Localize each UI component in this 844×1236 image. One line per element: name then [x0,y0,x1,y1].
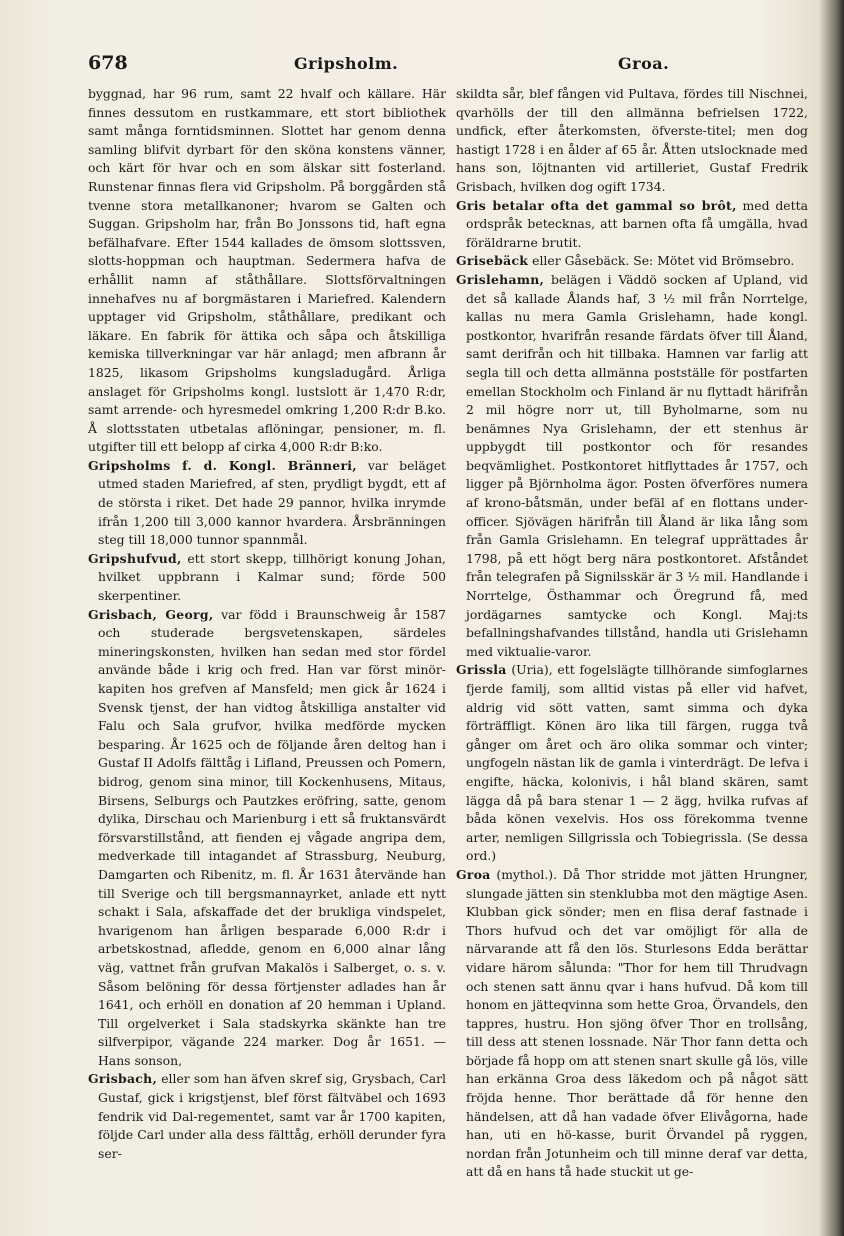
entry-headword: Gripsholms f. d. Kongl. Bränneri, [88,457,357,473]
left-column [88,85,446,1205]
entry [456,271,808,661]
entry-text: var född i Braunschweig år 1587 och studerade bergsvetenskapen, särdeles mineringskonsten, hvilken han sedan med stor fördel använde både i krig och fred. Han var först minör-kapiten hos grefven af Mansfeld; men gick år 1624 i Svensk tjenst, der han vidtog åtskilliga anstalter vid Falu och Sala grufvor, hvilka medförde mycken besparing. År 1625 och de följande åren deltog han i Gustaf II Adolfs fälttåg i Lifland, Preussen och Pomern, bidrog, genom sina minor, till Kockenhusens, Mitaus, Birsens, Selburgs och Pautzkes eröfring, satte, genom dylika, Dirschau och Marienburg i ett så fruktansvärdt försvarstillstånd, att fienden ej vågade angripa dem, medverkade till intagandet af Strassburg, Neuburg, Damgarten och Ribenitz, m. fl. År 1631 återvände han till Sverige och till bergsmannayrket, anlade ett nytt schakt i Sala, afskaffade det der brukliga vindspelet, hvarigenom han årligen besparade 6,000 R:dr i arbetskostnad, afledde, genom en 6,000 alnar lång väg, vattnet från grufvan Makalös i Salberget, o. s. v. Såsom belöning för dessa förtjenster adlades han år 1641, och erhöll en donation af 20 hemman i Upland. Till orgelverket i Sala stadskyrka skänkte han tre silfverpipor, vägande 224 marker. Dog år 1651. — Hans sonson, [98,606,446,1068]
entry-headword: Groa [456,866,491,882]
entry [456,661,808,866]
entry-text: (Uria), ett fogelslägte tillhörande simfoglarnes fjerde familj, som alltid vistas på eller vid hafvet, aldrig vid sött vatten, samt simma och dyka förträffligt. Könen äro lika till färgen, rugga två gånger om året och äro olika sommar och vinter; ungfogeln nästan lik de gamla i vinterdrägt. De lefva i engifte, häcka, kolonivis, i hål bland skären, samt lägga då på bara stenar 1 — 2 ägg, hvilka rufvas af båda könen vexelvis. Hos oss förekomma tvenne arter, nemligen Sillgrissla och Tobiegrissla. (Se dessa ord.) [466,662,808,864]
entry-headword: Grissla [456,662,507,678]
entry-headword: Grisebäck [456,253,529,269]
entry-headword: Gripshufvud, [88,550,182,566]
entry [88,606,446,1071]
entry: byggnad, har 96 rum, samt 22 hvalf och källare. Här finnes dessutom en rustkammare, ett stort bibliothek samt många forntidsminnen. Slottet har genom denna samling blifvit dyrbart för den sköna konstens vänner, och kärt för hvar och en som älskar sitt fosterland. Runstenar finnas flera vid Gripsholm. På borggården stå tvenne stora metallkanoner; hvarom se Galten och Suggan. Gripsholm har, från Bo Jonssons tid, haft egna befälhafvare. Efter 1544 kallades de ömsom slottssven, slotts-hoppman och hauptman. Sedermera hafva de erhållit namn af ståthållare. Slottsförvaltningen innehafves nu af borgmästaren i Mariefred. Kalendern upptager vid Gripsholm, ståthållare, predikant och läkare. En fabrik för ättika och såpa och åtskilliga kemiska tillverkningar var här anlagd; men afbrann år 1825, likasom Gripsholms kungsladugård. Årliga anslaget för Gripsholms kongl. lustslott är 1,470 R:dr, samt arrende- och hyresmedel omkring 1,200 R:dr B.ko. Å slottsstaten utbetalas aflöningar, pensioner, m. fl. utgifter till ett belopp af cirka 4,000 R:dr B:ko. [88,86,446,455]
entry-headword: Grisbach, Georg, [88,606,214,622]
right-running-head: Groa. [618,54,670,73]
entry [456,197,808,253]
entry [88,550,446,606]
entry-text: med detta ordspråk betecknas, att barnen ofta få umgälla, hvad föräldrarne brutit. [466,197,808,250]
entry-text: var beläget utmed staden Mariefred, af sten, prydligt bygdt, ett af de största i riket. Det hade 29 pannor, hvilka inrymde ifrån 1,200 till 3,000 kannor hvardera. Årsbränningen steg till 18,000 tunnor spannmål. [98,457,446,548]
entry [88,457,446,550]
entry-text: ett stort skepp, tillhörigt konung Johan, hvilket uppbrann i Kalmar sund; förde 500 skerpentiner. [98,550,446,604]
entry-text: eller som han äfven skref sig, Grysbach, Carl Gustaf, gick i krigstjenst, blef först fältväbel och 1693 fendrik vid Dal-regementet, samt var år 1700 kapiten, följde Carl under alla dess fälttåg, erhöll derunder fyra ser- [98,1071,446,1161]
page-header [88,52,816,78]
entry [456,866,808,1182]
page-number: 678 [88,52,128,74]
entry-text: (mythol.). Då Thor stridde mot jätten Hrungner, slungade jätten sin stenklubba mot den mägtige Asen. Klubban gick sönder; men en flisa deraf fastnade i Thors hufvud och det var omöjligt för alla de närvarande att få den lös. Sturlesons Edda berättar vidare härom sålunda: "Thor for hem till Thrudvagn och stenen satt ännu qvar i hans hufvud. Då kom till honom en jätteqvinna som hette Groa, Örvandels, den tappres, hustru. Hon sjöng öfver Thor en trollsång, till dess att stenen lossnade. När Thor fann detta och började få hopp om att stenen snart skulle gå lös, ville han erkänna Groa dess läkedom och på något sätt fröjda henne. Thor berättade då för henne den händelsen, att då han vadade öfver Elivågorna, hade han, uti en hö-kasse, burit Örvandel på ryggen, nordan från Jotunheim och till minne deraf var detta, att då en hans tå hade stuckit ut ge- [466,866,808,1180]
right-column [456,85,808,1205]
entry-headword: Grislehamn, [456,271,545,287]
entry-text: belägen i Väddö socken af Upland, vid det så kallade Ålands haf, 3 ½ mil från Norrtelge, kallas nu mera Gamla Grislehamn, hade kongl. postkontor, hvarifrån resande färdats öfver till Åland, samt derifrån och hit tillbaka. Hamnen var farlig att segla till och detta allmänna postställe för postfarten emellan Stockholm och Finland är nu flyttadt härifrån 2 mil högre norr ut, till Byholmarne, som nu benämnes Nya Grislehamn, der ett stenhus är uppbygdt till postkontor och för resandes beqvämlighet. Postkontoret hitflyttades år 1757, och ligger på Björnholma ägor. Posten öfverföres numera af krono-båtsmän, under befäl af en flottans under-officer. Sjövägen härifrån till Åland är lika lång som från Gamla Grislehamn. En telegraf upprättades år 1798, på ett högt berg nära postkontoret. Afståndet från telegrafen på Signilsskär är 3 ½ mil. Handlande i Norrtelge, Östhammar och Öregrund få, med jordägarnes samtycke och Kongl. Maj:ts befallningshafvandes tillstånd, handla uti Grislehamn med viktualie-varor. [466,271,808,659]
entry [88,1070,446,1163]
entry-headword: Gris betalar ofta det gammal so brôt, [456,197,737,213]
entry-text: eller Gåsebäck. Se: Mötet vid Brömsebro. [528,253,795,269]
entry-headword: Grisbach, [88,1071,158,1087]
entry: skildta sår, blef fången vid Pultava, fördes till Nischnei, qvarhölls der till den allmänna befrielsen 1722, undfick, efter återkomsten, öfverste-titel; men dog hastigt 1728 i en ålder af 65 år. Åtten utslocknade med hans son, löjtnanten vid artilleriet, Gustaf Fredrik Grisbach, hvilken dog ogift 1734. [456,86,808,194]
entry [456,252,808,271]
left-running-head: Gripsholm. [294,54,399,73]
